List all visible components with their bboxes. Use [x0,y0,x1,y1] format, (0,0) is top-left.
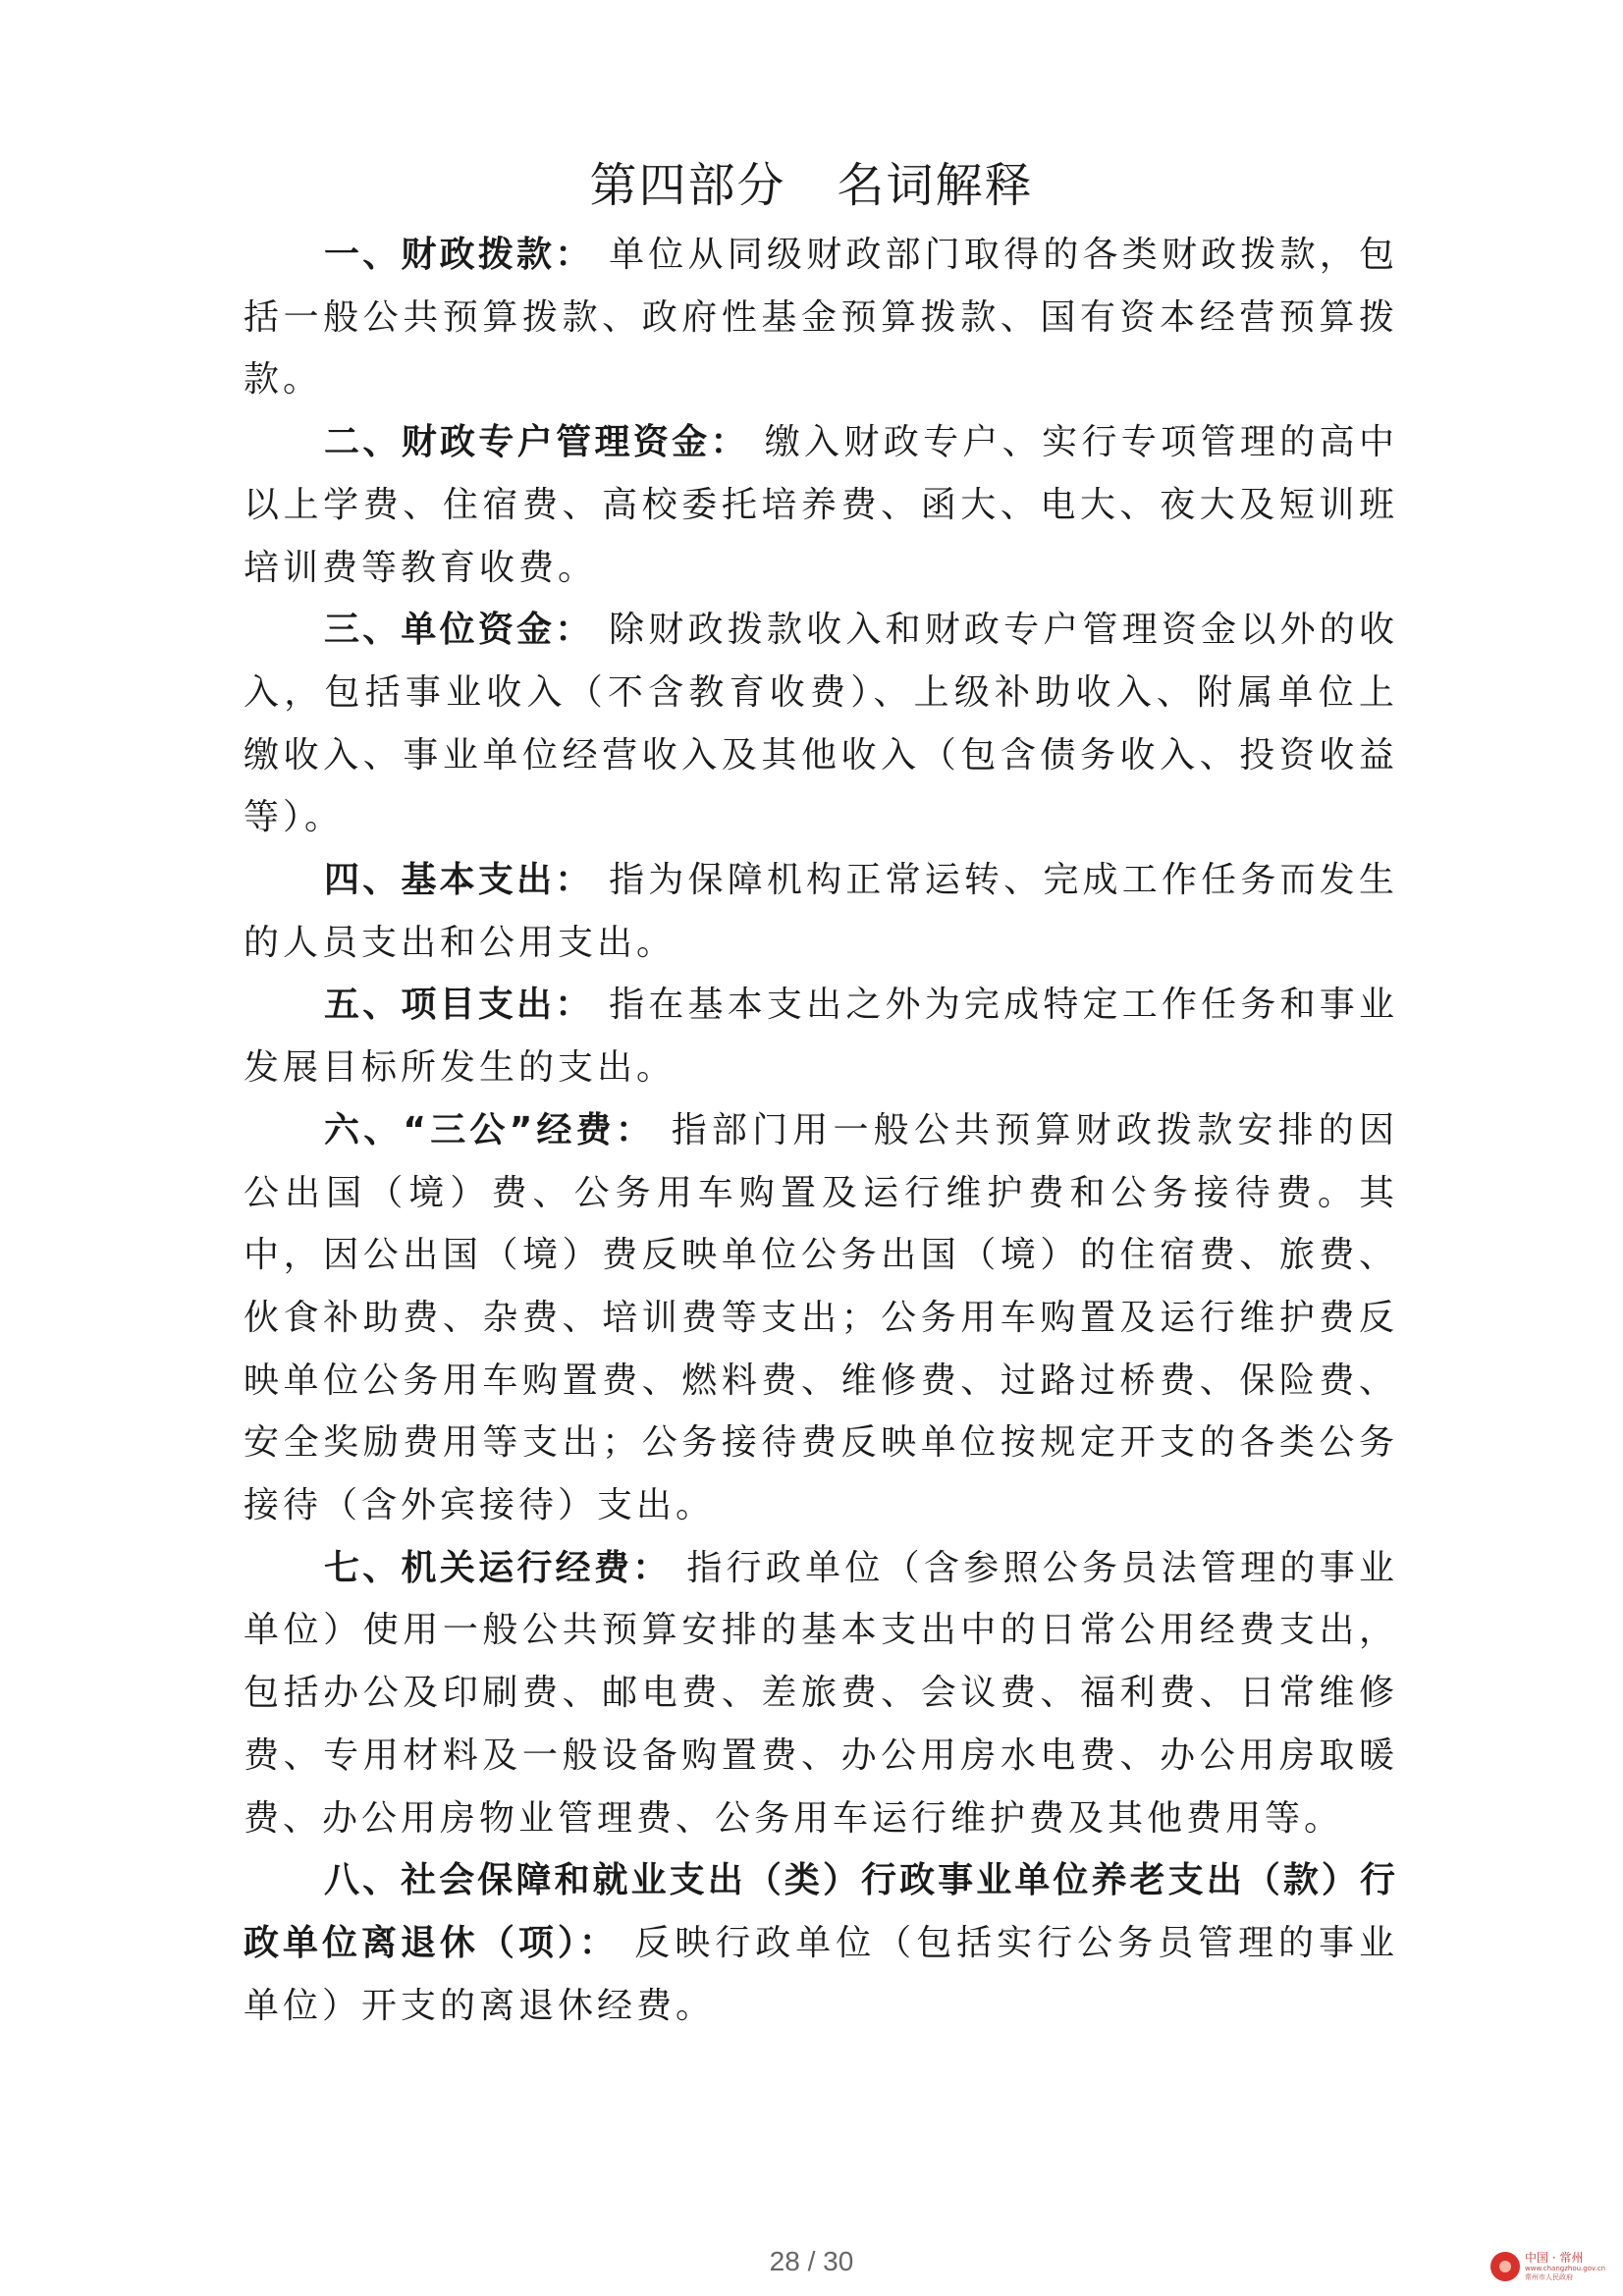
definition-paragraph [243,411,1398,599]
definition-paragraph [243,599,1398,849]
definition-term: 七、机关运行经费： [324,1547,672,1588]
definition-paragraph [243,1537,1398,1850]
definition-paragraph [243,1099,1398,1537]
definition-text: 指部门用一般公共预算财政拨款安排的因公出国（境）费、公务用车购置及运行维护费和公务接待费。其中，因公出国（境）费反映单位公务出国（境）的住宿费、旅费、伙食补助费、杂费、培训费等支出；公务用车购置及运行维护费反映单位公务用车购置费、燃料费、维修费、过路过桥费、保险费、安全奖励费用等支出；公务接待费反映单位按规定开支的各类公务接待（含外宾接待）支出。 [243,1109,1398,1526]
watermark-text [1525,2252,1605,2282]
watermark-line3: 常州市人民政府 [1525,2272,1573,2281]
watermark-line1: 中国 · 常州 [1525,2250,1584,2265]
definition-text: 指为保障机构正常运转、完成工作任务而发生的人员支出和公用支出。 [243,860,1398,963]
title-name: 名词解释 [837,158,1034,213]
definition-term: 六、“三公”经费： [324,1109,656,1150]
definition-text: 反映行政单位（包括实行公务员管理的事业单位）开支的离退休经费。 [243,1922,1398,2026]
definition-term: 四、基本支出： [324,860,594,901]
definition-term: 五、项目支出： [324,985,594,1026]
definition-term: 一、财政拨款： [324,235,594,275]
page-title [0,147,1623,215]
definition-paragraph [243,849,1398,974]
watermark-logo [1490,2242,1618,2291]
definition-text: 除财政拨款收入和财政专户管理资金以外的收入，包括事业收入（不含教育收费）、上级补助收入、附属单位上缴收入、事业单位经营收入及其他收入（包含债务收入、投资收益等）。 [243,610,1398,838]
definition-term: 三、单位资金： [324,610,594,651]
definition-paragraph [243,224,1398,411]
definition-text: 指行政单位（含参照公务员法管理的事业单位）使用一般公共预算安排的基本支出中的日常公用经费支出，包括办公及印刷费、邮电费、差旅费、会议费、福利费、日常维修费、专用材料及一般设备购置费、办公用房水电费、办公用房取暖费、办公用房物业管理费、公务用车运行维护费及其他费用等。 [243,1547,1398,1839]
seal-icon [1490,2252,1520,2281]
watermark-line2: www.changzhou.gov.cn [1525,2264,1606,2272]
definition-term: 二、财政专户管理资金： [324,422,749,463]
document-body [243,224,1398,2037]
definition-paragraph [243,974,1398,1098]
definition-paragraph [243,1849,1398,2037]
title-part: 第四部分 [589,158,786,213]
definition-text: 缴入财政专户、实行专项管理的高中以上学费、住宿费、高校委托培养费、函大、电大、夜大及短训班培训费等教育收费。 [243,422,1398,588]
definition-text: 指在基本支出之外为完成特定工作任务和事业发展目标所发生的支出。 [243,985,1398,1089]
definition-term: 八、社会保障和就业支出（类）行政事业单位养老支出（款）行政单位离退休（项）： [243,1860,1398,1963]
page-number: 28 / 30 [769,2246,854,2276]
definition-text: 单位从同级财政部门取得的各类财政拨款，包括一般公共预算拨款、政府性基金预算拨款、国有资本经营预算拨款。 [243,235,1398,400]
